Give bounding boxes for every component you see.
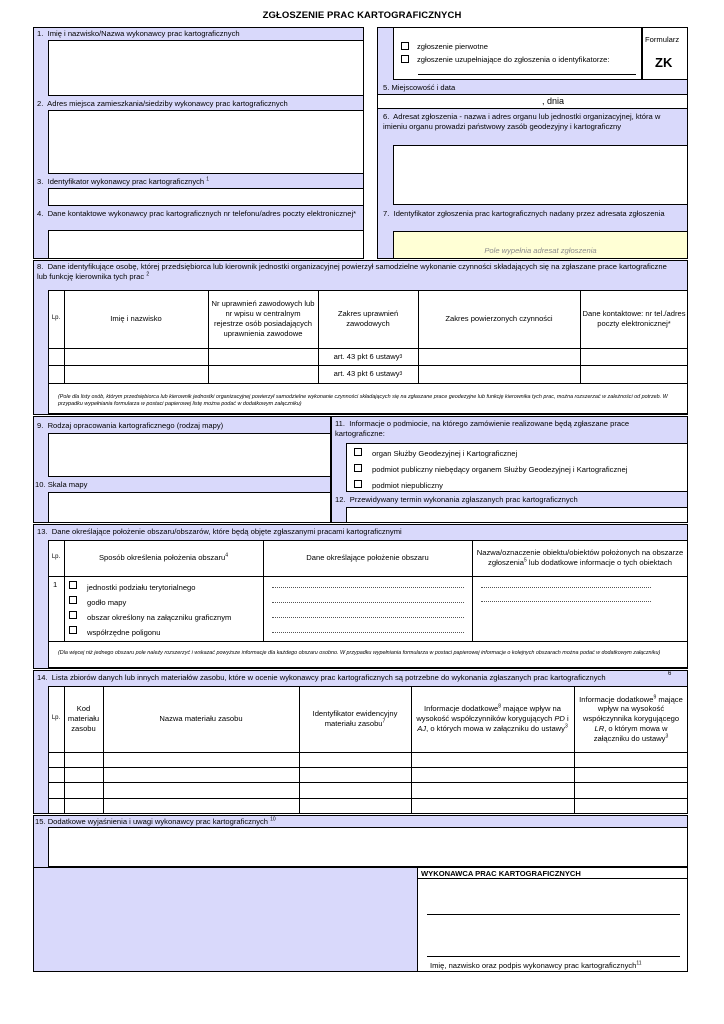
checkbox-orderer-geodetic-service[interactable] <box>354 448 362 456</box>
supplementary-submission-label: zgłoszenie uzupełniające do zgłoszenia o identyfikatorze: <box>417 55 610 64</box>
table-row-2-scope: art. 43 pkt 6 ustawy 3 <box>333 369 403 379</box>
executor-contact-field[interactable] <box>48 230 364 259</box>
area-data-line-1[interactable] <box>272 587 464 588</box>
page-title: ZGŁOSZENIE PRAC KARTOGRAFICZNYCH <box>262 10 462 21</box>
col-tasks-scope: Zakres powierzonych czynności <box>445 314 553 324</box>
orderer-option-2: podmiot publiczny niebędący organem Służby Geodezyjnej i Kartograficznej <box>372 465 628 474</box>
checkbox-orderer-public-entity[interactable] <box>354 464 362 472</box>
area-col-data: Dane określające położenie obszaru <box>306 553 429 563</box>
section-8-note: (Pole dla listy osób, którym przedsiębiorca lub kierownik jednostki organizacyjnej powierzył samodzielne wykonanie czynności składających się na zgłaszane prace geodezyjne lub funkcję kierownika tych prac, można rozszerzać w zależności od potrzeb. W przypadku wypełniania formularza w postaci papierowej listę można podać w dodatkowym załączniku) <box>58 394 668 407</box>
signature-header: WYKONAWCA PRAC KARTOGRAFICZNYCH <box>421 869 581 878</box>
section-12-label: 12. Przewidywany termin wykonania zgłaszanych prac kartograficznych <box>335 495 578 504</box>
materials-col-pd-aj: Informacje dodatkowe$^8$ mające wpływ na wysokość współczynników korygujących PD i AJ, o których mowa w załączniku do ustawy$^3$ <box>416 703 569 733</box>
primary-submission-label: zgłoszenie pierwotne <box>417 42 488 51</box>
section-13-label: 13. Dane określające położenie obszaru/obszarów, które będą objęte zgłaszanymi pracami kartograficznymi <box>37 527 402 536</box>
section-15-label: 15. Dodatkowe wyjaśnienia i uwagi wykonawcy prac kartograficznych $^{10}$ <box>35 816 276 826</box>
area-data-line-2[interactable] <box>272 602 464 603</box>
materials-col-identifier: Identyfikator ewidencyjny materiału zasobu$^7$ <box>312 709 398 728</box>
map-type-field[interactable] <box>48 433 331 477</box>
area-method-option-2: godło mapy <box>87 598 127 607</box>
deadline-field[interactable] <box>346 507 688 523</box>
orderer-option-3: podmiot niepubliczny <box>372 481 443 490</box>
checkbox-territorial-units[interactable] <box>69 581 77 589</box>
checkbox-orderer-private-entity[interactable] <box>354 480 362 488</box>
section-14-footnote: 6 <box>668 671 672 677</box>
submission-id-placeholder: Pole wypełnia adresat zgłoszenia <box>484 246 597 255</box>
materials-col-lp: Lp. <box>51 715 61 722</box>
col-contact: Dane kontaktowe: nr tel./adres poczty elektronicznej* <box>582 309 686 328</box>
addressee-field[interactable] <box>393 145 688 205</box>
table-row-1-scope: art. 43 pkt 6 ustawy 3 <box>333 351 403 361</box>
section-10-label: 10. Skala mapy <box>35 480 88 489</box>
executor-address-field[interactable] <box>48 110 364 174</box>
area-objects-line-2[interactable] <box>481 601 651 602</box>
section-11-label: 11. Informacje o podmiocie, na którego zamówienie realizowane będą zgłaszane prace kartograficzne: <box>335 419 630 438</box>
section-3-label: 3. Identyfikator wykonawcy prac kartograficznych $^1$ <box>37 176 210 186</box>
orderer-option-1: organ Służby Geodezyjnej i Kartograficznej <box>372 449 518 458</box>
place-date-field[interactable] <box>377 94 688 109</box>
remarks-field[interactable] <box>48 827 688 867</box>
materials-col-name: Nazwa materiału zasobu <box>159 714 243 724</box>
executor-name-field[interactable] <box>48 40 364 96</box>
col-lp: Lp. <box>51 315 61 322</box>
section-1-label: 1. Imię i nazwisko/Nazwa wykonawcy prac kartograficznych <box>37 29 240 38</box>
section-6-label: 6. Adresat zgłoszenia - nazwa i adres organu lub jednostki organizacyjnej, która w imieniu organu prowadzi państwowy zasób geodezyjny i kartograficzny <box>383 112 661 131</box>
col-license-scope: Zakres uprawnień zawodowych <box>337 309 399 328</box>
area-data-line-4[interactable] <box>272 632 464 633</box>
checkbox-map-sheet[interactable] <box>69 596 77 604</box>
col-name: Imię i nazwisko <box>110 314 162 324</box>
area-method-option-4: współrzędne poligonu <box>87 628 161 637</box>
section-13-note: (Dla więcej niż jednego obszaru pole należy rozszerzyć i wskazać powyższe informacje dla każdego obszaru osobno. W przypadku wypełniania formularza w postaci papierowej informacje o kolejnych obszarach można podać w dodatkowym załączniku) <box>58 650 661 656</box>
form-label: Formularz <box>645 35 680 44</box>
materials-col-code: Kod materiału zasobu <box>67 704 100 733</box>
signature-line-2[interactable] <box>427 956 680 957</box>
section-14-label: 14. Lista zbiorów danych lub innych materiałów zasobu, które w ocenie wykonawcy prac kartograficznych są potrzebne do wykonania zgłaszanych prac kartograficznych <box>37 673 606 682</box>
area-col-lp: Lp. <box>51 554 61 561</box>
area-col-method: Sposób określenia położenia obszaru$^4$ <box>98 552 228 563</box>
executor-id-field[interactable] <box>48 188 364 206</box>
section-5-label: 5. Miejscowość i data <box>383 83 456 92</box>
area-objects-line-1[interactable] <box>481 587 651 588</box>
date-prefix: , dnia <box>542 96 565 106</box>
checkbox-primary-submission[interactable] <box>401 42 409 50</box>
checkbox-graphic-attachment[interactable] <box>69 611 77 619</box>
area-method-option-3: obszar określony na załączniku graficznym <box>87 613 232 622</box>
submission-type-box <box>393 27 642 80</box>
signature-line-1[interactable] <box>427 914 680 915</box>
col-license-number: Nr uprawnień zawodowych lub nr wpisu w centralnym rejestrze osób posiadających uprawnienia zawodowe <box>211 299 315 338</box>
section-7-label: 7. Identyfikator zgłoszenia prac kartograficznych nadany przez adresata zgłoszenia <box>383 209 665 218</box>
materials-col-lr: Informacje dodatkowe$^9$ mające wpływ na wysokość współczynnika korygującego LR, o którym mowa w załączniku do ustawy$^3$ <box>579 693 683 743</box>
section-9-label: 9. Rodzaj opracowania kartograficznego (rodzaj mapy) <box>37 421 224 430</box>
area-data-line-3[interactable] <box>272 617 464 618</box>
section-4-label: 4. Dane kontaktowe wykonawcy prac kartograficznych nr telefonu/adres poczty elektronicznej* <box>37 209 357 218</box>
section-2-label: 2. Adres miejsca zamieszkania/siedziby wykonawcy prac kartograficznych <box>37 99 288 108</box>
checkbox-polygon-coordinates[interactable] <box>69 626 77 634</box>
section-8-label: 8. Dane identyfikujące osobę, której przedsiębiorca lub kierownik jednostki organizacyjnej powierzył samodzielne wykonanie czynności składających się na zgłaszane prace kartograficzne lub funkcję kierownika tych prac $^2$ <box>37 262 667 281</box>
map-scale-field[interactable] <box>48 492 331 523</box>
submission-identifier-line[interactable] <box>418 74 636 75</box>
checkbox-supplementary-submission[interactable] <box>401 55 409 63</box>
form-code: ZK <box>655 55 673 70</box>
area-method-option-1: jednostki podziału terytorialnego <box>87 583 196 592</box>
signature-caption: Imię, nazwisko oraz podpis wykonawcy prac kartograficznych$^{11}$ <box>430 960 642 970</box>
area-col-objects: Nazwa/oznaczenie obiektu/obiektów położonych na obszarze zgłoszenia$^5$ lub dodatkowe informacje o tych obiektach <box>476 548 684 567</box>
area-row-number: 1 <box>53 580 58 589</box>
